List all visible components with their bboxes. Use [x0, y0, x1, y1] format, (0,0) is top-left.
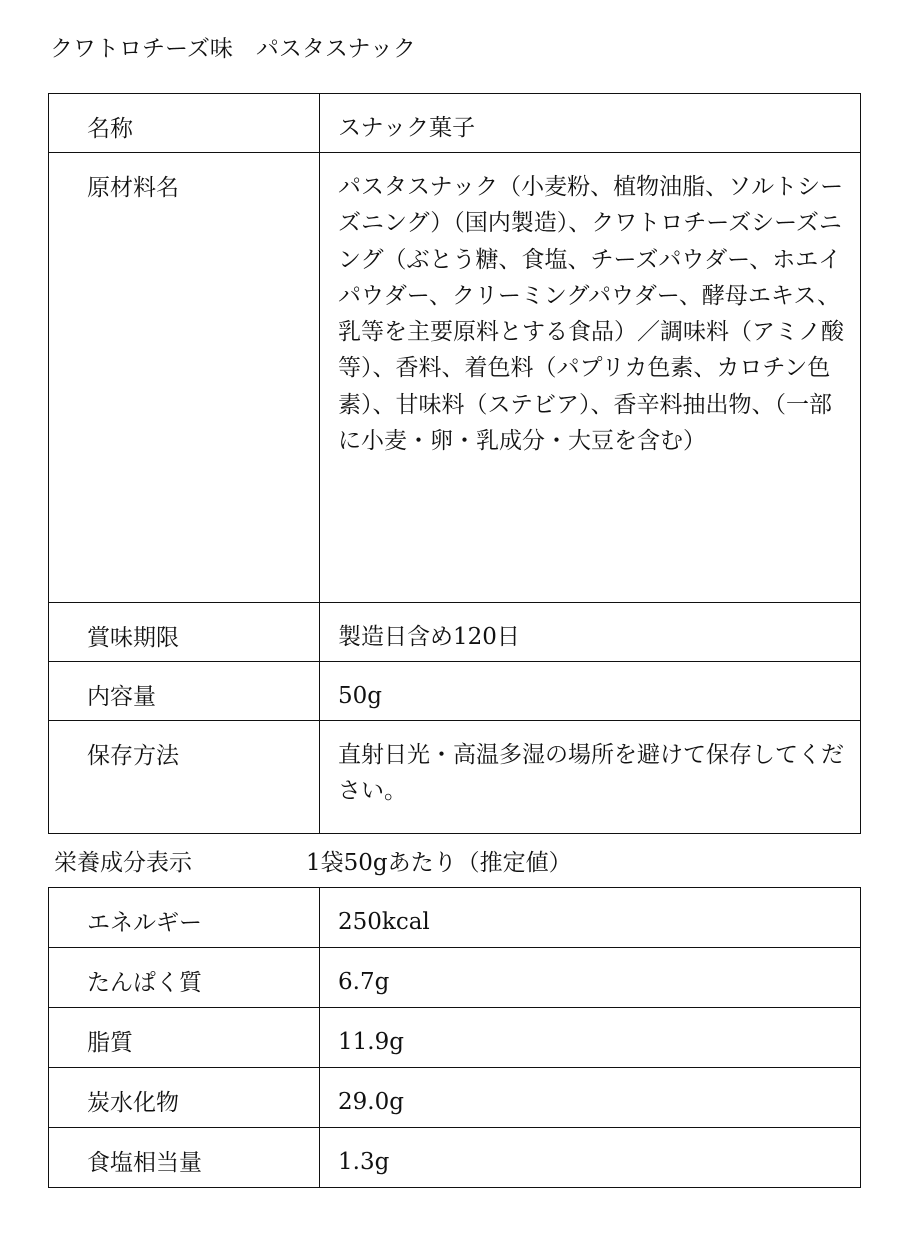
storage-label: 保存方法	[49, 721, 320, 834]
nutrition-table	[48, 887, 861, 1188]
table-row	[49, 603, 861, 662]
table-row	[49, 1128, 861, 1188]
table-row	[49, 721, 861, 834]
nutrient-label: エネルギー	[49, 888, 320, 948]
table-row	[49, 948, 861, 1008]
table-row	[49, 1008, 861, 1068]
nutrient-value: 250kcal	[320, 888, 861, 948]
nutrient-value: 6.7g	[320, 948, 861, 1008]
table-row	[49, 153, 861, 603]
name-label: 名称	[49, 94, 320, 153]
nutrient-label: 炭水化物	[49, 1068, 320, 1128]
ingredients-label: 原材料名	[49, 153, 320, 603]
nutrient-value: 29.0g	[320, 1068, 861, 1128]
nutrient-label: 脂質	[49, 1008, 320, 1068]
table-row	[49, 888, 861, 948]
expiry-value: 製造日含め120日	[320, 603, 861, 662]
ingredients-cell	[320, 153, 861, 603]
nutrition-heading: 栄養成分表示	[54, 850, 192, 876]
name-value: スナック菓子	[320, 94, 861, 153]
nutrition-basis: 1袋50gあたり（推定値）	[306, 850, 572, 876]
nutrient-value: 11.9g	[320, 1008, 861, 1068]
content-value: 50g	[320, 662, 861, 721]
ingredients-value: パスタスナック（小麦粉、植物油脂、ソルトシーズニング）（国内製造）、クワトロチーズシーズニング（ぶとう糖、食塩、チーズパウダー、ホエイパウダー、クリーミングパウダー、酵母エキス、乳等を主要原料とする食品）／調味料（アミノ酸等）、香料、着色料（パプリカ色素、カロチン色素）、甘味料（ステビア）、香辛料抽出物、（一部に小麦・卵・乳成分・大豆を含む）	[338, 174, 844, 455]
nutrition-heading-row	[54, 846, 572, 880]
nutrient-label: たんぱく質	[49, 948, 320, 1008]
content-label: 内容量	[49, 662, 320, 721]
expiry-label: 賞味期限	[49, 603, 320, 662]
table-row	[49, 1068, 861, 1128]
storage-value	[320, 721, 861, 834]
storage-text: 直射日光・高温多湿の場所を避けて保存してください。	[338, 742, 844, 805]
nutrient-value: 1.3g	[320, 1128, 861, 1188]
table-row	[49, 662, 861, 721]
product-spec-table	[48, 93, 861, 834]
product-title: クワトロチーズ味 パスタスナック	[50, 36, 416, 62]
nutrient-label: 食塩相当量	[49, 1128, 320, 1188]
table-row	[49, 94, 861, 153]
